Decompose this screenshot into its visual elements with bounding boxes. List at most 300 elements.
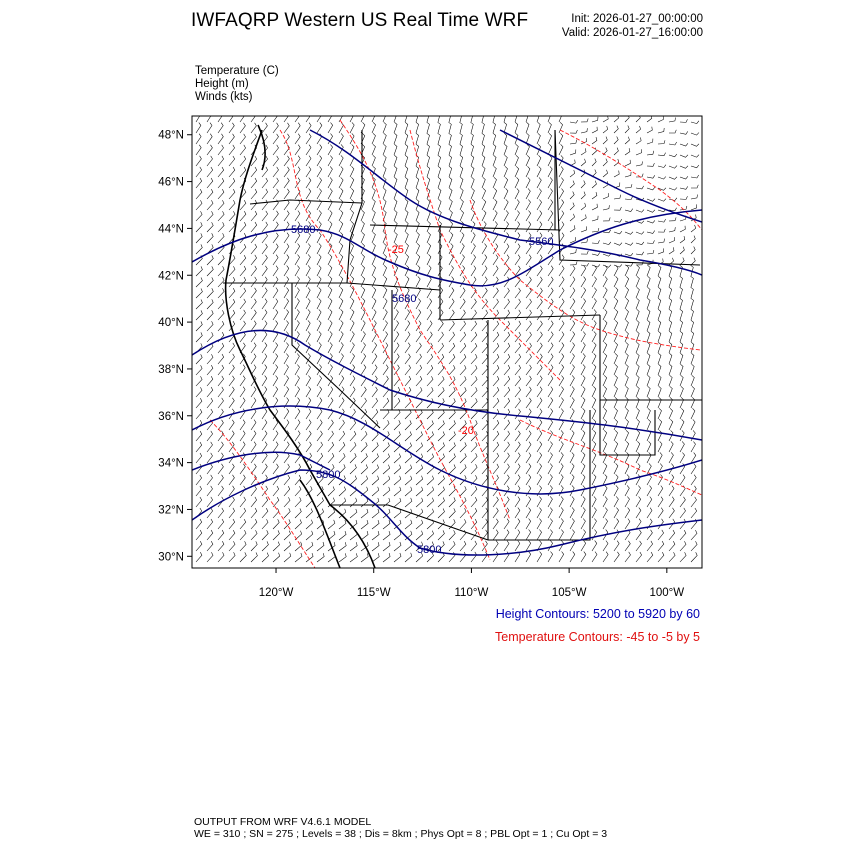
wind-barb [559,441,563,452]
wind-barb [196,178,202,188]
wind-barb [306,420,311,430]
wind-barb [493,486,499,496]
wind-barb [669,130,676,133]
map-body [192,111,702,568]
wind-barb [229,145,235,155]
wind-barb [471,177,474,188]
wind-barb [482,464,488,474]
wind-barb [229,464,234,474]
wind-barb [537,387,542,397]
wind-barb [427,332,432,342]
lat-tick-label: 32°N [158,504,184,517]
wind-barb [581,552,586,562]
wind-barb [339,232,343,243]
wind-barb [581,226,587,232]
wind-barb [328,232,332,243]
wind-barb [581,128,587,133]
wind-barb [438,509,445,519]
wind-barb [416,432,423,442]
wind-barb [361,111,365,122]
wind-barb [229,519,235,529]
wind-barb [262,464,267,474]
wind-barb [339,354,344,365]
wind-barb [482,541,487,551]
wind-barb [504,299,510,309]
wind-barb [460,398,466,408]
wind-barb [504,453,509,463]
wind-barb [449,465,455,475]
wind-barb [284,332,289,343]
wind-barb [438,177,441,188]
wind-barb [570,249,576,254]
wind-barb [691,464,696,474]
wind-barb [603,159,607,166]
wind-barb [372,365,377,375]
wind-barb [548,144,552,155]
wind-barb [548,420,553,431]
wind-barb [515,310,521,320]
wind-barb [218,541,224,551]
wind-barb [669,497,674,507]
wind-barb [669,227,675,232]
wind-barb [240,552,246,562]
wind-barb [262,332,267,342]
wind-barb [581,203,586,210]
wind-barb [515,166,519,177]
wind-barb [680,375,683,386]
wind-barb [581,159,586,166]
wind-barb [196,332,202,342]
wind-barb [592,474,596,485]
wind-barb [614,331,618,342]
wind-barb [295,420,300,430]
wind-barb [636,320,639,331]
wind-barb [680,408,684,419]
wind-barb [603,126,608,133]
wind-barb [427,443,434,452]
wind-barb [394,332,399,342]
valid-time: Valid: 2026-01-27_16:00:00 [561,27,703,39]
wind-barb [240,277,246,287]
wind-barb [515,409,521,419]
wind-barb [229,365,234,375]
wind-barb [614,298,618,309]
wind-barb [691,144,699,147]
wind-barb [570,214,575,221]
wind-barb [262,508,268,518]
wind-barb [581,148,586,155]
wind-barb [460,486,466,496]
wind-barb [328,487,334,497]
wind-barb [548,111,551,122]
wind-barb [526,343,532,353]
wind-barb [460,343,466,353]
wind-barb [669,353,672,364]
wind-barb [196,541,202,551]
wind-barb [691,497,697,507]
wind-barb [669,309,672,320]
wind-barb [537,166,541,177]
wind-barb [548,122,551,133]
wind-barb [449,288,454,298]
wind-barb [262,211,268,221]
wind-barb [262,420,267,430]
wind-barb [548,343,553,353]
wind-barb [240,398,245,408]
wind-barb [284,200,289,210]
wind-barb [273,376,278,387]
wind-barb [658,239,665,243]
wind-barb [493,365,499,375]
wind-barb [284,420,289,430]
wind-barb [680,364,683,375]
wind-barb [251,189,257,199]
wind-barb [625,552,631,562]
wind-barb [449,177,452,188]
wind-barb [459,111,462,122]
wind-barb [339,298,343,309]
wind-barb [339,254,343,265]
wind-barb [625,197,633,200]
height-contour [192,406,702,494]
wind-barb [273,519,279,529]
wind-barb [416,332,421,342]
wind-barb [647,441,651,452]
wind-barb [196,552,202,562]
wind-barb [306,265,310,276]
wind-barb [427,321,432,331]
wind-barb [295,266,300,277]
wind-barb [471,552,477,562]
wind-barb [559,530,564,541]
wind-barb [603,287,607,298]
wind-barb [284,453,289,463]
wind-barb [471,464,477,474]
wind-barb [515,365,521,375]
wind-barb [196,453,202,463]
wind-barb [537,497,542,508]
wind-barb [251,398,256,408]
wind-barb [460,277,465,287]
wind-barb [196,409,202,419]
wind-barb [647,452,651,463]
wind-barb [361,553,368,562]
wind-barb [669,430,673,441]
wind-barb [471,232,475,243]
wind-barb [669,142,677,145]
wind-barb [537,277,542,287]
wind-barb [614,137,618,145]
wind-barb [229,156,235,166]
wind-barb [240,266,246,276]
wind-barb [548,266,553,276]
wind-barb [526,552,531,562]
wind-barb [636,497,641,508]
wind-barb [383,376,388,386]
wind-barb [207,486,213,496]
wind-barb [438,421,444,431]
wind-barb [262,123,267,133]
wind-barb [449,144,452,155]
wind-barb [570,496,574,507]
wind-barb [471,365,477,375]
wind-barb [592,320,596,331]
wind-barb [449,299,454,309]
wind-barb [295,376,300,387]
wind-barb [614,386,618,397]
wind-barb [339,487,346,496]
wind-barb [515,111,518,122]
wind-barb [372,332,377,343]
wind-barb [493,299,499,309]
wind-barb [559,144,563,155]
wind-barb [614,364,618,375]
wind-barb [581,288,586,299]
wind-barb [570,277,575,287]
wind-barb [218,508,224,518]
wind-barb [328,199,332,210]
wind-barb [339,243,343,254]
wind-barb [625,160,630,166]
wind-barb [350,509,357,518]
wind-barb [636,408,639,419]
wind-barb [328,177,332,188]
wind-barb [240,167,246,177]
wind-barb [273,112,278,122]
wind-barb [394,354,399,364]
wind-barb [240,508,246,518]
wind-barb [405,243,409,254]
wind-barb [658,177,666,180]
wind-barb [350,331,354,342]
wind-barb [284,376,289,387]
wind-barb [218,475,223,485]
wind-barb [449,387,455,397]
wind-barb [658,364,661,375]
wind-barb [636,530,641,540]
wind-barb [306,520,313,529]
wind-barb [647,397,650,408]
wind-barb [647,475,652,486]
wind-barb [614,276,618,287]
wind-barb [658,276,661,287]
wind-barb [647,497,652,507]
lon-tick-label: 120°W [258,587,294,599]
wind-barb [592,430,596,441]
wind-barb [493,552,498,562]
wind-barb [570,310,575,320]
wind-barb [350,453,356,463]
wind-barb [207,431,213,441]
wind-barb [361,287,365,298]
wind-barb [372,354,377,364]
wind-barb [504,398,510,408]
wind-barb [251,431,256,441]
wind-barb [636,397,639,408]
wind-barb [471,255,476,266]
wind-barb [559,430,563,441]
wind-barb [438,166,441,177]
wind-barb [625,508,630,519]
wind-barb [581,485,585,496]
wind-barb [548,530,553,541]
wind-barb [581,408,585,419]
wind-barb [636,210,644,213]
puget-sound [258,125,265,170]
wind-barb [603,508,607,519]
wind-barb [680,143,688,146]
wind-barb [482,255,487,265]
wind-barb [438,111,441,122]
wind-barb [251,200,257,210]
wind-barb [306,509,313,519]
wind-barb [350,387,355,397]
wind-barb [493,111,496,122]
wind-barb [438,332,444,342]
wind-barb [394,221,397,232]
wind-barb [603,441,607,452]
wind-barb [394,398,400,408]
wind-barb [460,243,464,254]
wind-barb [262,222,268,232]
wind-barb [240,530,246,540]
wind-barb [405,254,409,265]
wind-barb [669,441,673,452]
wind-barb [284,233,289,243]
wind-barb [262,244,267,254]
wind-barb [570,299,575,309]
wind-barb [284,211,289,221]
wind-barb [515,376,521,386]
wind-barb [416,310,421,320]
wind-barb [537,155,541,166]
wind-barb [240,387,245,397]
wind-barb [372,343,377,354]
wind-barb [405,498,412,507]
wind-barb [548,552,553,563]
wind-barb [240,134,246,144]
wind-barb [691,364,694,375]
wind-barb [570,430,574,441]
wind-barb [493,155,496,166]
wind-barb [328,420,333,430]
wind-barb [515,453,520,463]
wind-barb [339,531,346,540]
wind-barb [273,211,278,221]
wind-barb [284,486,290,496]
wind-barb [669,486,674,496]
wind-barb [548,442,553,453]
wind-barb [240,288,246,298]
wind-barb [416,133,419,144]
wind-barb [240,365,245,375]
wind-barb [548,376,553,386]
wind-barb [515,486,520,496]
wind-barb [262,453,267,463]
wind-barb [614,419,618,430]
wind-barb [691,185,698,188]
wind-barb [328,442,334,452]
wind-barb [636,552,642,562]
wind-barb [680,453,685,464]
wind-barb [559,321,564,331]
wind-barb [251,299,256,309]
wind-barb [361,498,368,507]
wind-barb [592,353,596,364]
wind-barb [284,288,289,299]
wind-barb [559,485,563,496]
wind-barb [317,342,321,353]
wind-barb [471,133,474,144]
wind-barb [493,188,497,199]
wind-barb [196,278,202,288]
wind-barb [658,530,664,540]
wind-barb [482,244,487,255]
wind-barb [273,387,278,398]
wind-barb [460,321,466,331]
wind-barb [537,332,542,342]
wind-barb [295,475,301,485]
wind-barb [603,375,607,386]
wind-barb [647,210,655,213]
wind-barb [361,221,364,232]
wind-barb [218,145,224,155]
wind-barb [251,112,256,122]
wind-barb [647,541,653,551]
wind-barb [669,475,674,485]
wind-barb [350,243,354,254]
wind-barb [306,254,310,265]
wind-barb [207,134,212,144]
wind-barb [647,320,650,331]
wind-barb [394,531,401,540]
wind-barb [614,195,621,199]
wind-barb [548,409,553,420]
wind-barb [372,287,376,298]
wind-barb [636,242,644,245]
wind-barb [592,127,597,133]
wind-barb [493,133,496,144]
wind-barb [218,343,224,353]
wind-barb [449,254,453,265]
wind-barb [273,553,280,562]
wind-barb [471,244,475,255]
wind-barb [372,265,376,276]
wind-barb [460,133,463,144]
wind-barb [570,170,575,177]
wind-barb [658,397,661,408]
wind-barb [515,332,521,342]
wind-barb [361,509,368,518]
lon-tick-label: 115°W [356,587,391,599]
wind-barb [526,442,531,452]
wind-barb [427,354,433,364]
wind-barb [251,123,256,133]
wind-barb [537,508,542,519]
wind-barb [460,310,465,320]
wind-barb [515,277,520,287]
wind-barb [416,365,422,375]
wind-barb [647,199,655,202]
wind-barb [262,233,268,243]
wind-barb [438,343,444,353]
wind-barb [449,232,453,243]
wind-barb [251,167,257,177]
wind-barb [603,242,611,245]
wind-barb [427,409,433,419]
wind-barb [493,387,499,397]
wind-barb [350,354,355,365]
